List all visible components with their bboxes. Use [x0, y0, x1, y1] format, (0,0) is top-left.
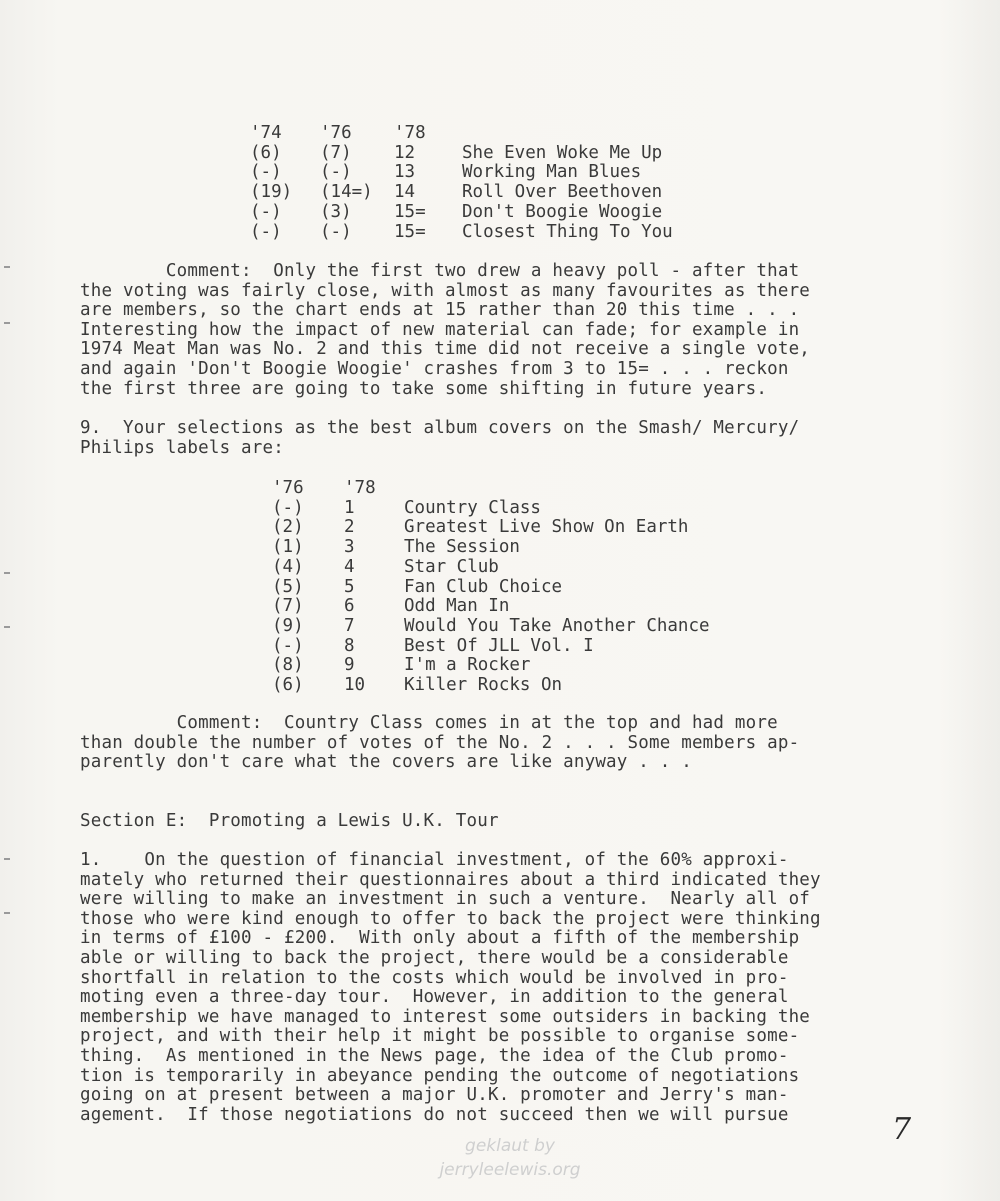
chart-row	[272, 499, 710, 519]
album-title: Fan Club Choice	[404, 576, 563, 597]
text-line: shortfall in relation to the costs which would be involved in pro-	[80, 967, 789, 988]
watermark-line-1: geklaut by	[465, 1136, 555, 1156]
rank-78: 6	[344, 596, 355, 617]
comment-paragraph-2	[80, 714, 920, 773]
margin-mark	[4, 858, 10, 860]
rank-78: 8	[344, 635, 355, 656]
rank-76: (-)	[272, 635, 304, 656]
text-line: able or willing to back the project, there would be a considerable	[80, 947, 789, 968]
text-line: mately who returned their questionnaires about a third indicated they	[80, 869, 821, 890]
album-covers-chart	[272, 479, 710, 696]
chart-row	[272, 538, 710, 558]
rank-78: 3	[344, 537, 355, 558]
chart-header-row	[250, 124, 673, 144]
title-header	[404, 479, 710, 499]
rank-76: (6)	[272, 675, 304, 696]
text-line: those who were kind enough to offer to back the project were thinking	[80, 908, 821, 929]
chart-row	[250, 183, 673, 203]
rank-78: 10	[344, 675, 366, 696]
rank-76: (-)	[320, 162, 352, 183]
song-title: She Even Woke Me Up	[462, 142, 663, 163]
watermark-line-2: jerryleelewis.org	[439, 1160, 581, 1180]
rank-78: 4	[344, 556, 355, 577]
text-line: moting even a three-day tour. However, in addition to the general	[80, 987, 789, 1008]
rank-76: (1)	[272, 537, 304, 558]
rank-78: 5	[344, 576, 355, 597]
album-title: The Session	[404, 537, 520, 558]
rank-78: 1	[344, 497, 355, 518]
chart-row	[272, 518, 710, 538]
text-line: 9. Your selections as the best album covers on the Smash/ Mercury/	[80, 418, 800, 438]
text-line: membership we have managed to interest some outsiders in backing the	[80, 1006, 811, 1027]
year-76-header: '76	[272, 478, 304, 498]
album-title: Best Of JLL Vol. I	[404, 635, 594, 656]
text-line: parently don't care what the covers are like anyway . . .	[80, 752, 692, 773]
rank-78: 12	[394, 142, 416, 163]
song-title: Don't Boogie Woogie	[462, 201, 663, 222]
text-line: 1. On the question of financial investment, of the 60% approxi-	[80, 850, 789, 870]
text-line: Interesting how the impact of new material can fade; for example in	[80, 319, 800, 340]
text-line: tion is temporarily in abeyance pending the outcome of negotiations	[80, 1065, 800, 1086]
rank-76: (7)	[272, 596, 304, 617]
rank-76: (-)	[272, 497, 304, 518]
year-76-header: '76	[320, 123, 352, 143]
rank-78: 2	[344, 517, 355, 538]
text-line: in terms of £100 - £200. With only about a fifth of the membership	[80, 928, 800, 949]
album-title: Country Class	[404, 497, 541, 518]
rank-78: 15=	[394, 221, 426, 242]
text-line: were willing to make an investment in such a venture. Nearly all of	[80, 889, 811, 910]
rank-74: (6)	[250, 142, 282, 163]
chart-row	[250, 223, 673, 243]
rank-74: (-)	[250, 162, 282, 183]
rank-78: 9	[344, 655, 355, 676]
rank-76: (8)	[272, 655, 304, 676]
year-74-header: '74	[250, 123, 282, 143]
year-78-header: '78	[344, 478, 376, 498]
rank-76: (5)	[272, 576, 304, 597]
text-line: than double the number of votes of the No. 2 . . . Some members ap-	[80, 732, 800, 753]
comment-paragraph-1	[80, 262, 920, 399]
album-title: Would You Take Another Chance	[404, 615, 710, 636]
chart-row	[272, 637, 710, 657]
text-line: project, and with their help it might be possible to organise some-	[80, 1026, 800, 1047]
album-title: I'm a Rocker	[404, 655, 531, 676]
chart-row	[272, 597, 710, 617]
favourite-songs-chart	[250, 124, 673, 242]
text-line: 1974 Meat Man was No. 2 and this time did not receive a single vote,	[80, 339, 811, 360]
margin-mark	[4, 266, 10, 268]
rank-76: (-)	[320, 221, 352, 242]
rank-76: (14=)	[320, 182, 373, 203]
text-line: thing. As mentioned in the News page, the idea of the Club promo-	[80, 1045, 789, 1066]
text-line: going on at present between a major U.K. promoter and Jerry's man-	[80, 1085, 789, 1106]
margin-mark	[4, 912, 10, 914]
chart-row	[272, 558, 710, 578]
album-title: Star Club	[404, 556, 499, 577]
margin-mark	[4, 322, 10, 324]
year-78-header: '78	[394, 123, 426, 143]
album-title: Killer Rocks On	[404, 675, 563, 696]
text-line: are members, so the chart ends at 15 rather than 20 this time . . .	[80, 300, 800, 321]
chart-header-row	[272, 479, 710, 499]
rank-76: (2)	[272, 517, 304, 538]
album-title: Greatest Live Show On Earth	[404, 517, 689, 538]
margin-mark	[4, 572, 10, 574]
rank-78: 13	[394, 162, 416, 183]
rank-76: (7)	[320, 142, 352, 163]
rank-76: (4)	[272, 556, 304, 577]
chart-row	[272, 656, 710, 676]
text-line: the voting was fairly close, with almost as many favourites as there	[80, 280, 811, 301]
rank-78: 14	[394, 182, 416, 203]
album-title: Odd Man In	[404, 596, 510, 617]
text-line: Philips labels are:	[80, 437, 284, 458]
chart-row	[250, 163, 673, 183]
rank-74: (-)	[250, 221, 282, 242]
section-heading: Section E: Promoting a Lewis U.K. Tour	[80, 811, 499, 831]
rank-74: (19)	[250, 182, 293, 203]
text-line: Comment: Country Class comes in at the top and had more	[80, 713, 778, 733]
text-line: and again 'Don't Boogie Woogie' crashes from 3 to 15= . . . reckon	[80, 358, 789, 379]
text-line: the first three are going to take some shifting in future years.	[80, 378, 768, 399]
margin-mark	[4, 626, 10, 628]
text-line: Comment: Only the first two drew a heavy poll - after that	[80, 261, 800, 281]
song-title: Working Man Blues	[462, 162, 642, 183]
chart-row	[272, 578, 710, 598]
text-line: agement. If those negotiations do not succeed then we will pursue	[80, 1104, 789, 1125]
title-header	[462, 124, 673, 144]
page-number: 7	[892, 1112, 912, 1147]
financial-investment-paragraph	[80, 851, 920, 1125]
chart-row	[250, 203, 673, 223]
chart-row	[272, 676, 710, 696]
song-title: Closest Thing To You	[462, 221, 673, 242]
rank-78: 7	[344, 615, 355, 636]
rank-78: 15=	[394, 201, 426, 222]
rank-76: (3)	[320, 201, 352, 222]
question-9	[80, 419, 920, 458]
rank-74: (-)	[250, 201, 282, 222]
chart-row	[250, 144, 673, 164]
chart-row	[272, 617, 710, 637]
rank-76: (9)	[272, 615, 304, 636]
song-title: Roll Over Beethoven	[462, 182, 663, 203]
